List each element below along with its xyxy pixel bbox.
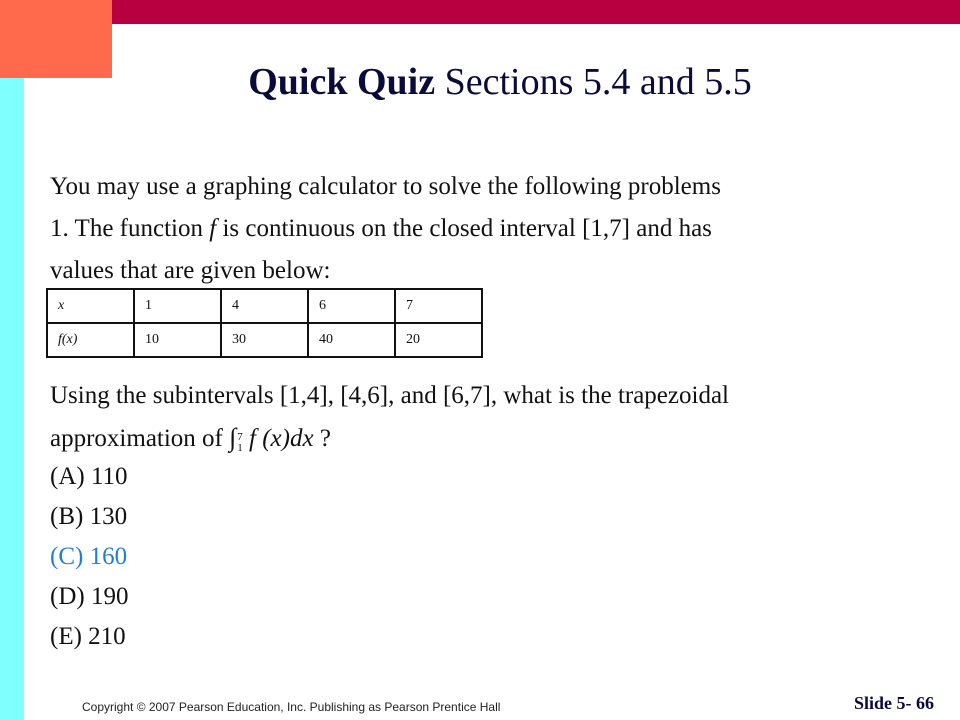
table-cell: 6 (308, 289, 395, 323)
table-cell: 7 (395, 289, 482, 323)
table-cell: 4 (221, 289, 308, 323)
function-name: f (209, 215, 217, 242)
integrand: f (x)dx (242, 425, 314, 452)
integral-upper-limit: 7 (237, 431, 243, 443)
left-accent-bar (0, 78, 24, 720)
question-line-2 (50, 422, 331, 454)
choice-d: (D) 190 (50, 583, 129, 610)
table-cell: 10 (134, 323, 221, 357)
table-cell: 20 (395, 323, 482, 357)
integral-lower-limit: 1 (237, 442, 243, 454)
question-line-1: Using the subintervals [1,4], [4,6], and [6,7], what is the trapezoidal (50, 382, 729, 409)
problem-line-1-prefix: 1. The function (50, 215, 210, 242)
question-mark: ? (313, 425, 331, 452)
choice-a: (A) 110 (50, 463, 128, 490)
table-row-header-fx: f(x) (47, 323, 134, 357)
slide-number: Slide 5- 66 (853, 693, 934, 713)
slide-title (0, 62, 960, 104)
problem-line-2: values that are given below: (50, 257, 331, 284)
integral-symbol: ∫ (229, 423, 237, 452)
values-table (46, 288, 483, 358)
slide-title-bold: Quick Quiz (248, 61, 436, 103)
table-row (47, 323, 482, 357)
table-cell: 30 (221, 323, 308, 357)
choice-c: (C) 160 (50, 543, 128, 570)
top-accent-bar (110, 0, 960, 24)
table-cell: 1 (134, 289, 221, 323)
table-cell: 40 (308, 323, 395, 357)
table-row-header-x: x (47, 289, 134, 323)
slide-title-rest: Sections 5.4 and 5.5 (435, 61, 752, 103)
intro-text: You may use a graphing calculator to solve the following problems (50, 173, 721, 200)
copyright-footer: Copyright © 2007 Pearson Education, Inc. Publishing as Pearson Prentice Hall (82, 700, 501, 714)
question-line-2-prefix: approximation of (50, 425, 230, 452)
choice-e: (E) 210 (50, 623, 126, 650)
problem-line-1-suffix: is continuous on the closed interval [1,7] and has (216, 215, 712, 242)
problem-line-1 (50, 214, 712, 244)
choice-b: (B) 130 (50, 503, 128, 530)
table-row (47, 289, 482, 323)
